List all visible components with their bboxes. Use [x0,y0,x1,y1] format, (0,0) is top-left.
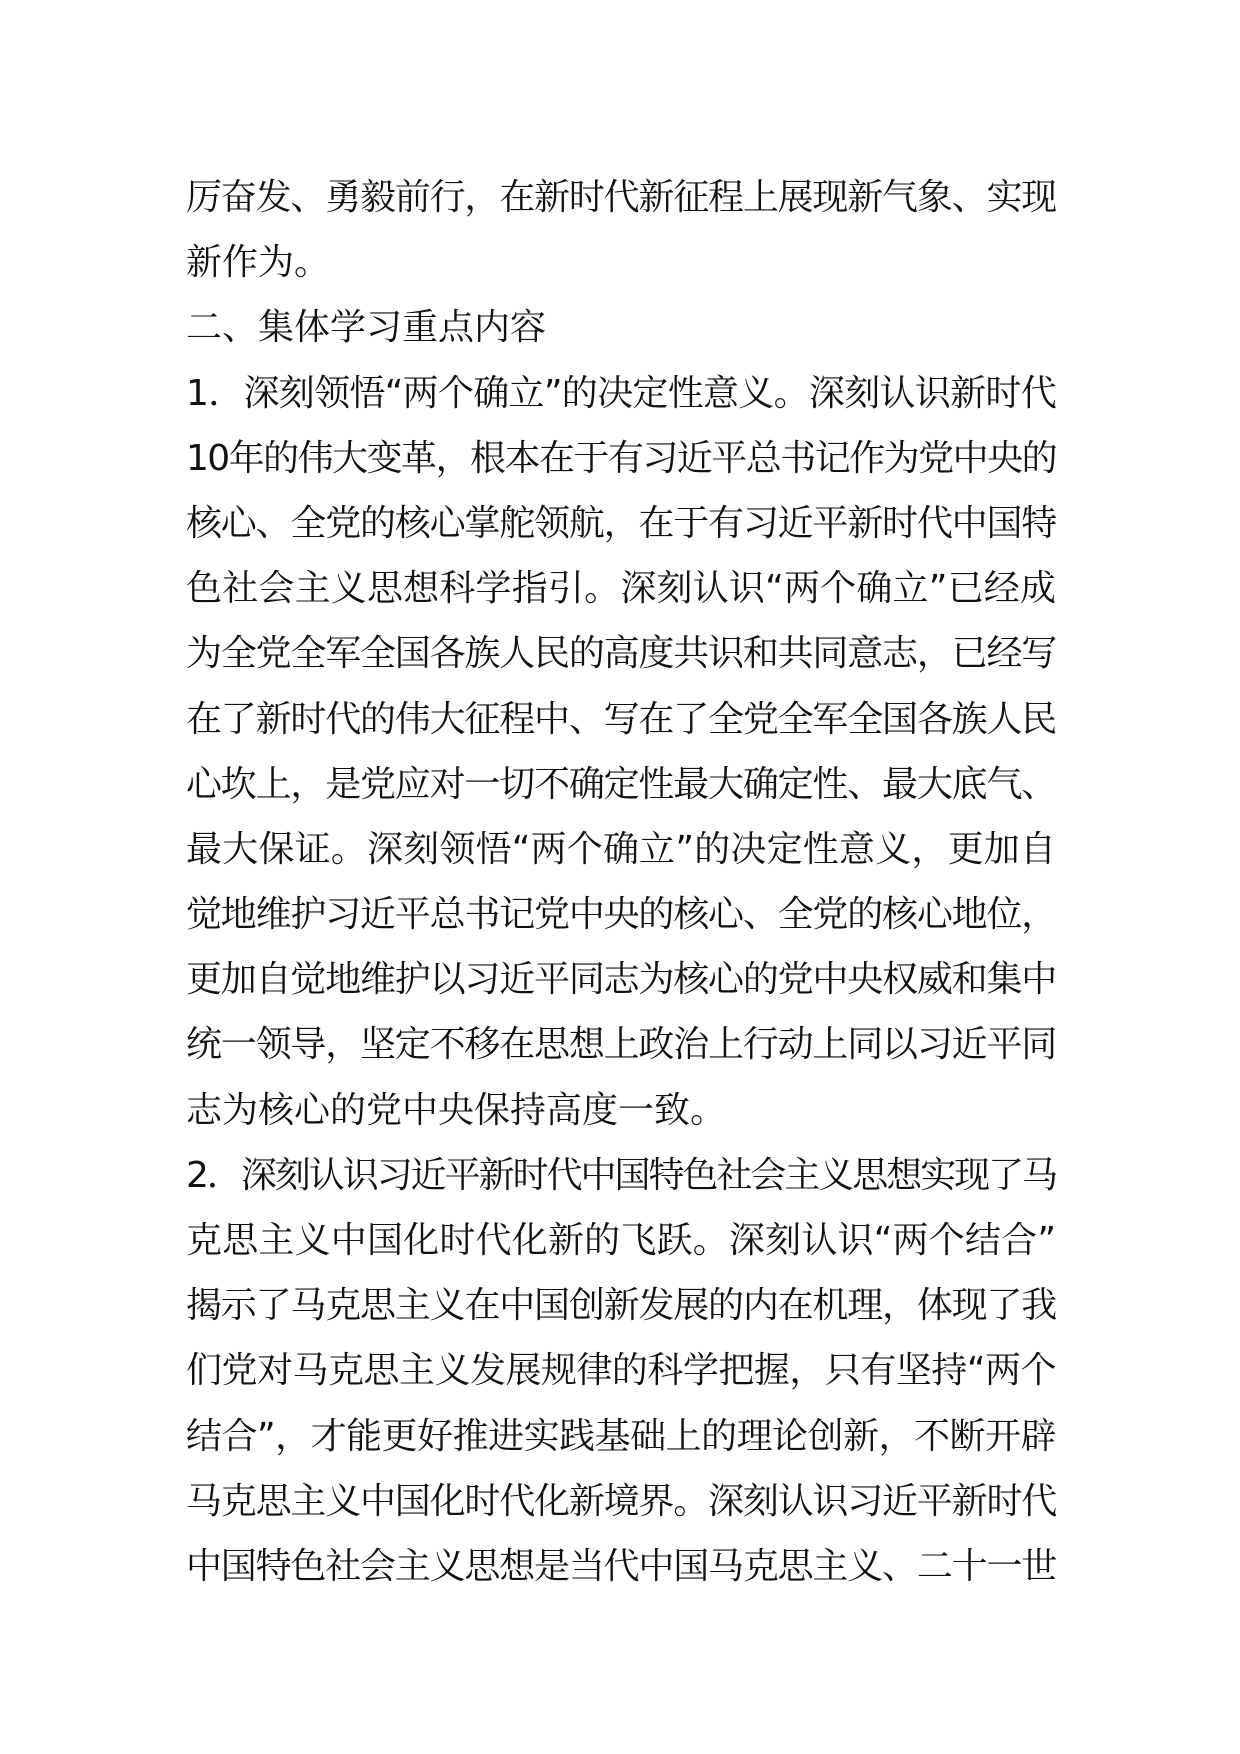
text-line: 马克思主义中国化时代化新境界。深刻认识习近平新时代 [186,1480,1056,1522]
text-line: 10年的伟大变革，根本在于有习近平总书记作为党中央的 [186,437,1056,479]
text-line: 厉奋发、勇毅前行，在新时代新征程上展现新气象、实现 [186,177,1056,218]
text-line: 2．深刻认识习近平新时代中国特色社会主义思想实现了马 [186,1154,1056,1196]
text-line: 觉地维护习近平总书记党中央的核心、全党的核心地位， [186,894,1056,936]
text-line: 在了新时代的伟大征程中、写在了全党全军全国各族人民 [186,698,1056,740]
text-line: 揭示了马克思主义在中国创新发展的内在机理，体现了我 [186,1285,1056,1327]
text-line: 更加自觉地维护以习近平同志为核心的党中央权威和集中 [186,959,1056,1001]
text-line: 克思主义中国化时代化新的飞跃。深刻认识“两个结合” [186,1220,1057,1261]
text-line: 新作为。 [186,242,331,284]
body-text [186,165,1056,1599]
text-line: 统一领导，坚定不移在思想上政治上行动上同以习近平同 [186,1024,1056,1066]
text-line: 志为核心的党中央保持高度一致。 [186,1089,727,1131]
text-line: 核心、全党的核心掌舵领航，在于有习近平新时代中国特 [186,502,1056,544]
text-line: 为全党全军全国各族人民的高度共识和共同意志，已经写 [186,633,1056,675]
text-line: 色社会主义思想科学指引。深刻认识“两个确立”已经成 [186,568,1057,610]
text-line: 结合”，才能更好推进实践基础上的理论创新，不断开辟 [186,1415,1056,1457]
text-line: 中国特色社会主义思想是当代中国马克思主义、二十一世 [186,1545,1056,1587]
text-line: 们党对马克思主义发展规律的科学把握，只有坚持“两个 [186,1350,1056,1392]
text-line: 1．深刻领悟“两个确立”的决定性意义。深刻认识新时代 [186,372,1056,414]
text-line: 最大保证。深刻领悟“两个确立”的决定性意义，更加自 [186,828,1057,870]
section-heading: 二、集体学习重点内容 [186,307,547,349]
text-line: 心坎上，是党应对一切不确定性最大确定性、最大底气、 [186,763,1056,805]
